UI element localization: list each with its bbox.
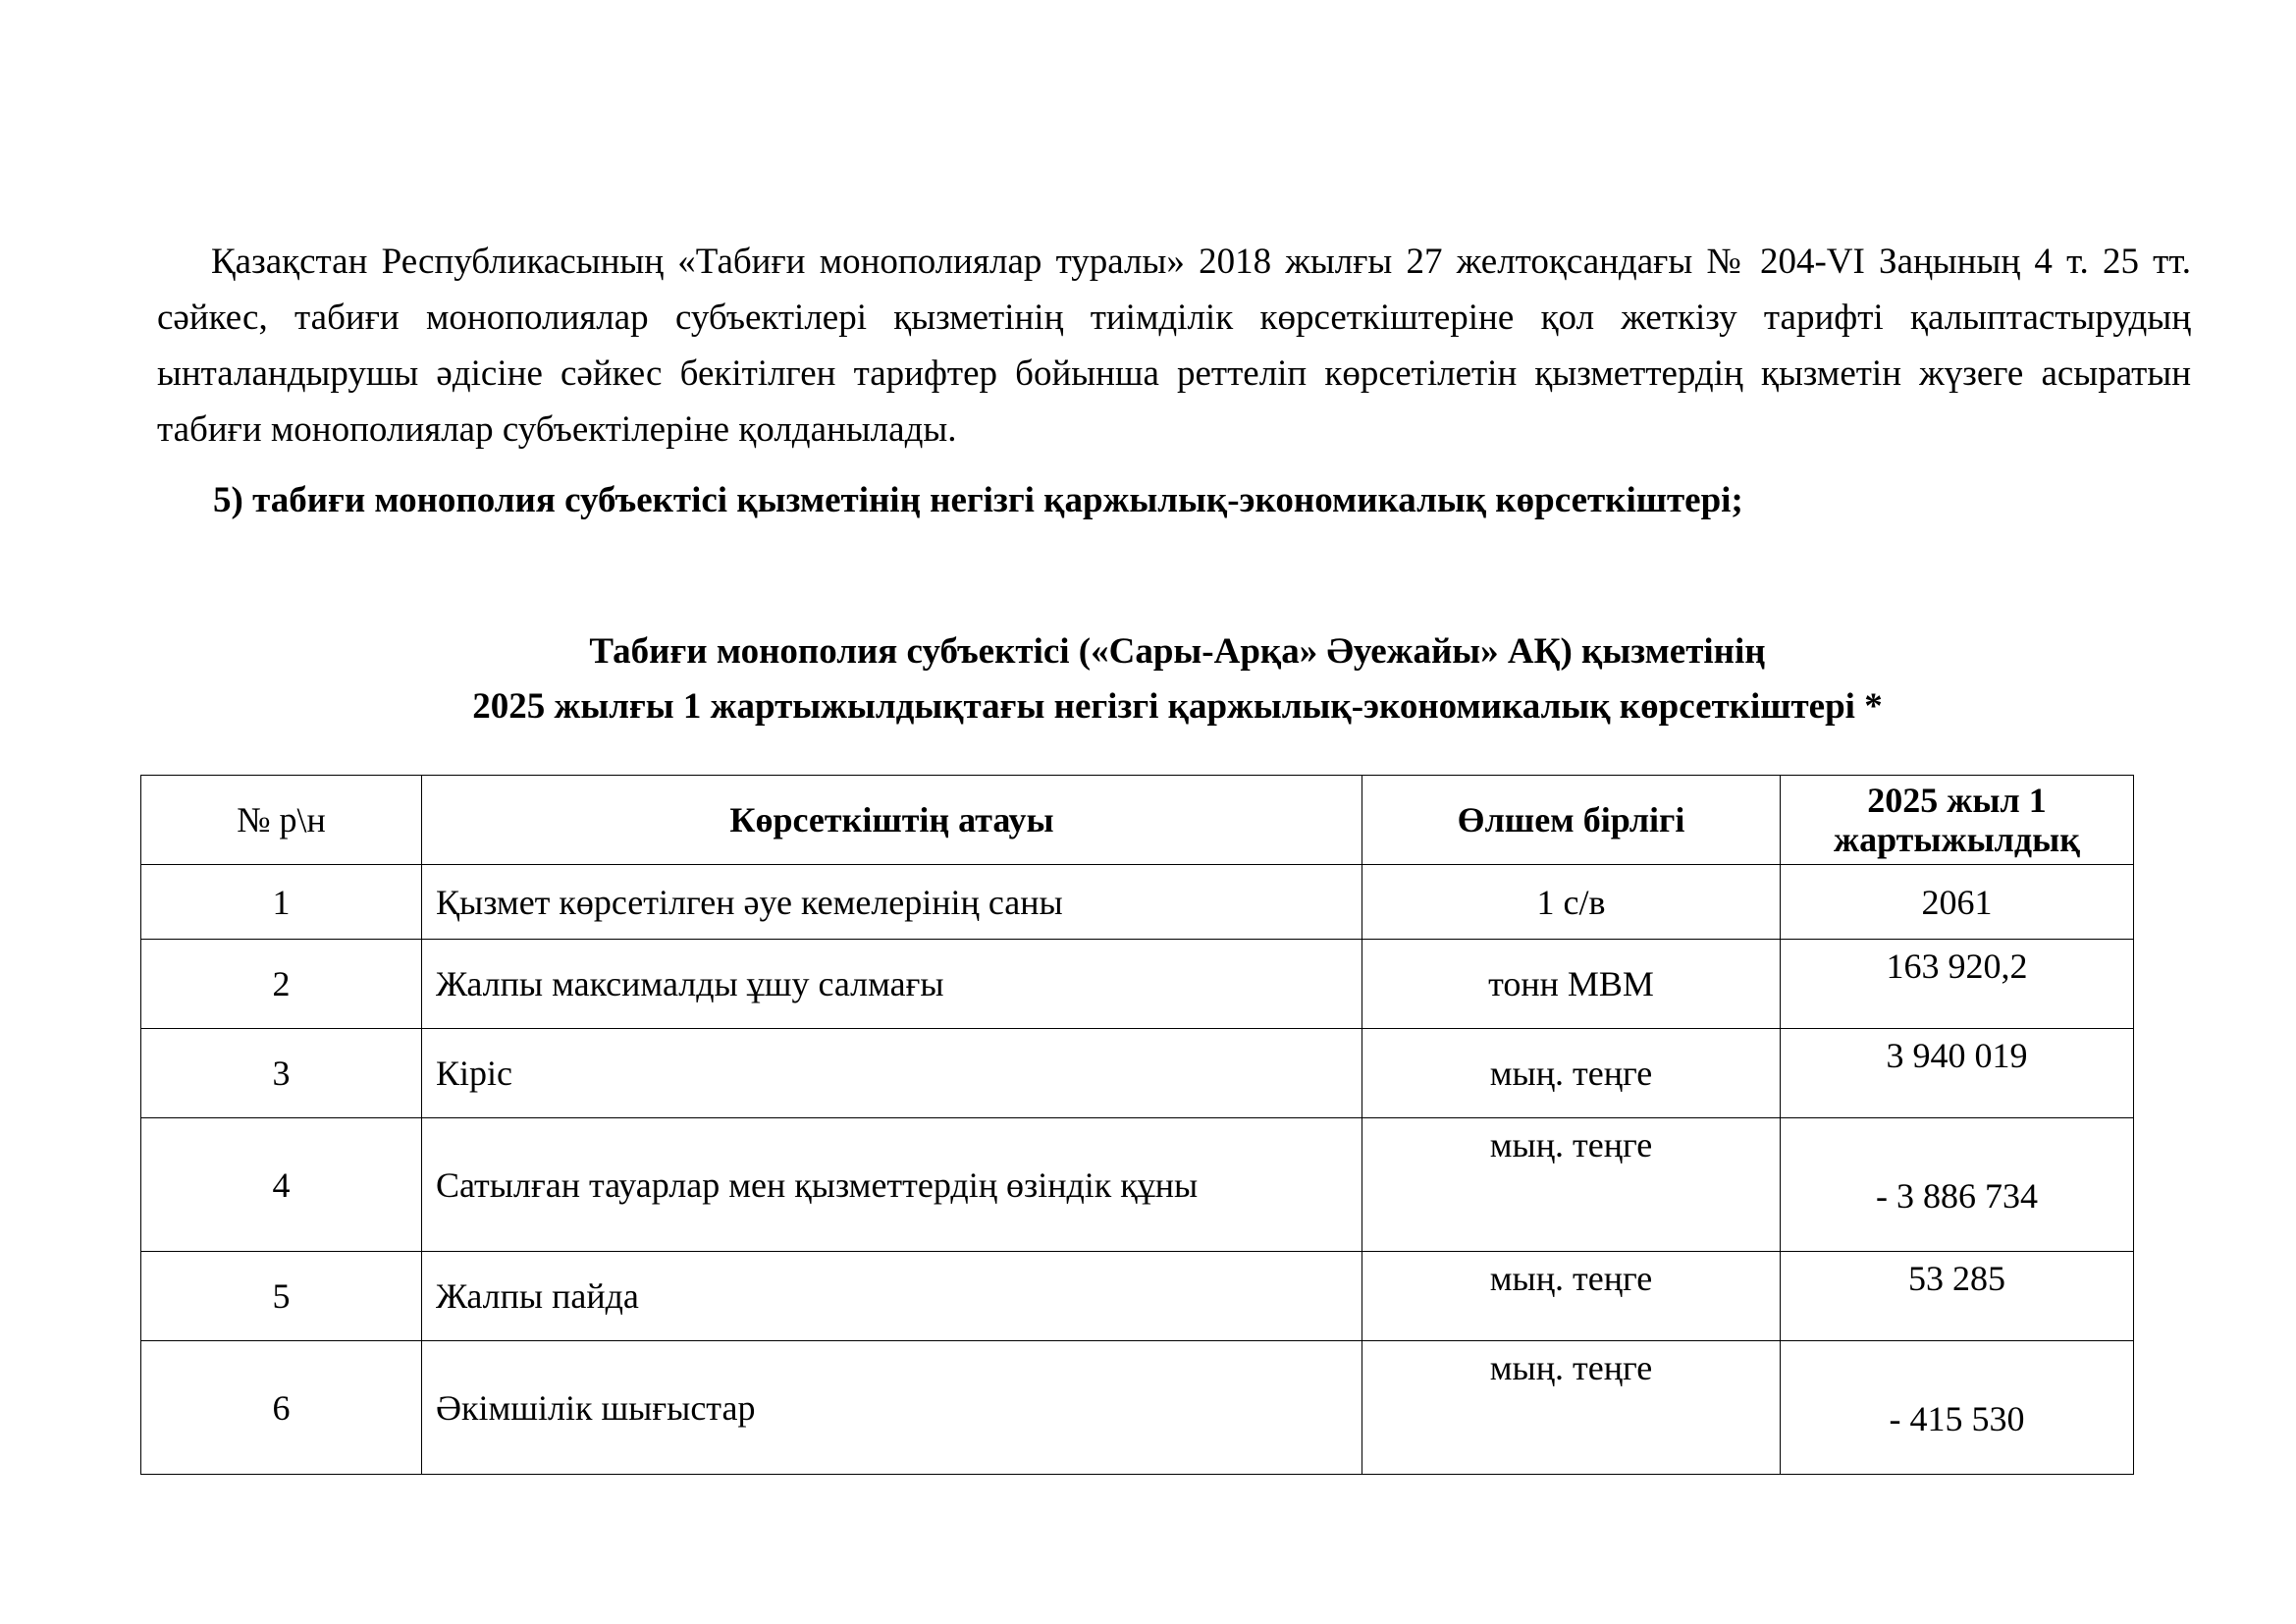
row-unit: мың. теңге	[1362, 1341, 1781, 1475]
row-num: 2	[141, 940, 422, 1029]
table-row	[141, 1118, 2134, 1252]
row-unit: 1 с/в	[1362, 865, 1781, 940]
row-name: Жалпы пайда	[422, 1252, 1362, 1341]
row-num: 5	[141, 1252, 422, 1341]
row-unit: мың. теңге	[1362, 1029, 1781, 1118]
row-value	[1781, 1341, 2134, 1475]
row-unit: мың. теңге	[1362, 1118, 1781, 1252]
row-num: 1	[141, 865, 422, 940]
row-name: Жалпы максималды ұшу салмағы	[422, 940, 1362, 1029]
table-row	[141, 1252, 2134, 1341]
header-value: 2025 жыл 1 жартыжылдық	[1781, 776, 2134, 865]
header-unit: Өлшем бірлігі	[1362, 776, 1781, 865]
table-title-line-2: 2025 жылғы 1 жартыжылдықтағы негізгі қаржылық-экономикалық көрсеткіштері *	[472, 686, 1883, 727]
row-name: Әкімшілік шығыстар	[422, 1341, 1362, 1475]
row-name: Қызмет көрсетілген әуе кемелерінің саны	[422, 865, 1362, 940]
table-header-row	[141, 776, 2134, 865]
row-num: 6	[141, 1341, 422, 1475]
row-value	[1781, 1118, 2134, 1252]
table-row	[141, 1029, 2134, 1118]
section-item-heading: 5) табиғи монополия субъектісі қызметінің негізгі қаржылық-экономикалық көрсеткіштері;	[213, 480, 1743, 520]
row-value-text: - 415 530	[1889, 1398, 2025, 1438]
row-unit: мың. теңге	[1362, 1252, 1781, 1341]
row-name: Сатылған тауарлар мен қызметтердің өзіндік құны	[422, 1118, 1362, 1252]
row-value: 2061	[1781, 865, 2134, 940]
intro-paragraph: Қазақстан Республикасының «Табиғи монополиялар туралы» 2018 жылғы 27 желтоқсандағы № 204-VI Заңының 4 т. 25 тт. сәйкес, табиғи монополиялар субъектілері қызметінің тиімділік көрсеткіштеріне қол жеткізу тарифті қалыптастырудың ынталандырушы әдісіне сәйкес бекітілген тарифтер бойынша реттеліп көрсетілетін қызметтердің қызметін жүзеге асыратын табиғи монополиялар субъектілеріне қолданылады.	[157, 242, 2191, 450]
row-value: 163 920,2	[1781, 940, 2134, 1029]
table-title	[196, 624, 2159, 734]
header-name: Көрсеткіштің атауы	[422, 776, 1362, 865]
row-num: 3	[141, 1029, 422, 1118]
indicators-table	[140, 775, 2134, 1475]
row-num: 4	[141, 1118, 422, 1252]
row-unit: тонн MBM	[1362, 940, 1781, 1029]
row-value: 53 285	[1781, 1252, 2134, 1341]
row-value-text: - 3 886 734	[1876, 1175, 2038, 1216]
table-row	[141, 1341, 2134, 1475]
header-num: № р\н	[141, 776, 422, 865]
row-name: Кіріс	[422, 1029, 1362, 1118]
table-title-line-1: Табиғи монополия субъектісі («Сары-Арқа» Әуежайы» АҚ) қызметінің	[589, 631, 1766, 672]
row-value: 3 940 019	[1781, 1029, 2134, 1118]
table-row	[141, 940, 2134, 1029]
table-row	[141, 865, 2134, 940]
